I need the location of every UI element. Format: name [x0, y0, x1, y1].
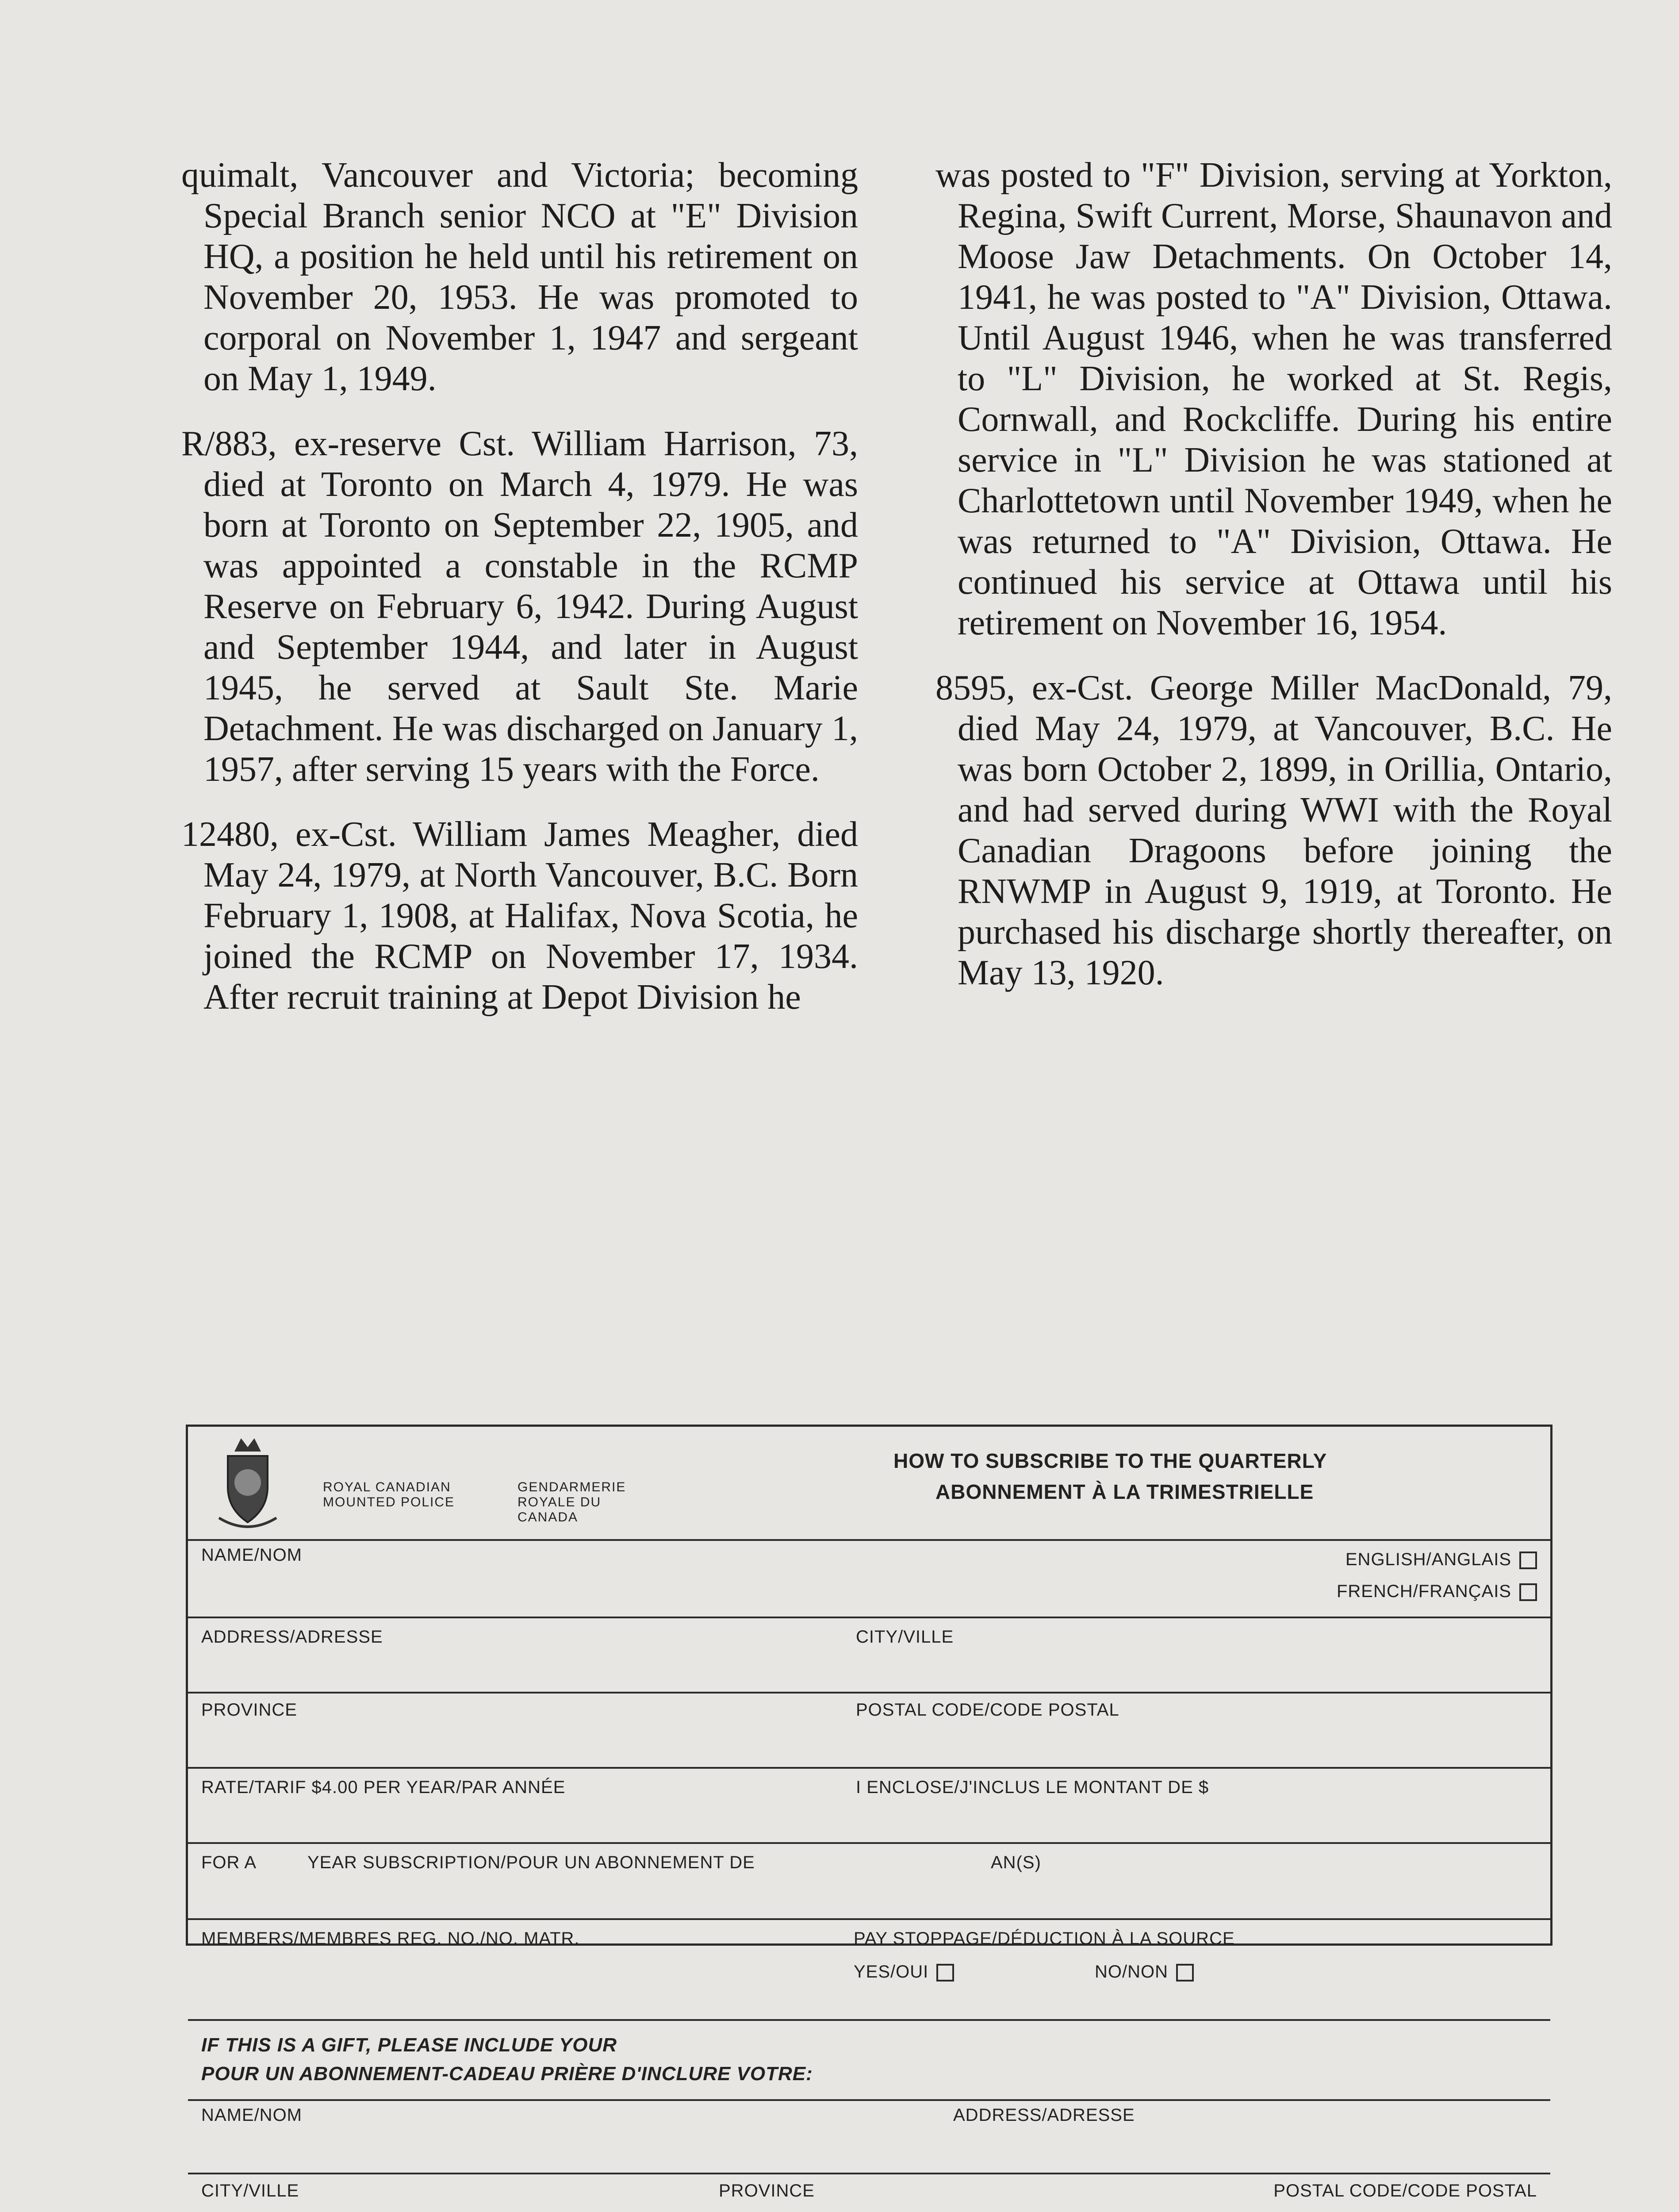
- gift-note-fr: POUR UN ABONNEMENT-CADEAU PRIÈRE D'INCLURE VOTRE:: [201, 2063, 813, 2085]
- no-checkbox[interactable]: [1176, 1964, 1194, 1982]
- yes-label: YES/OUI: [854, 1962, 929, 1982]
- french-label: FRENCH/FRANÇAIS: [1336, 1582, 1511, 1601]
- province-row: [188, 1694, 1550, 1769]
- gift-postal-label: POSTAL CODE/CODE POSTAL: [1273, 2181, 1537, 2200]
- english-checkbox[interactable]: [1519, 1551, 1537, 1569]
- city-label: CITY/VILLE: [856, 1627, 954, 1647]
- gift-note-en: IF THIS IS A GIFT, PLEASE INCLUDE YOUR: [201, 2034, 617, 2056]
- no-label: NO/NON: [1095, 1962, 1168, 1982]
- gift-name-row: [188, 2099, 1550, 2174]
- french-option[interactable]: [1337, 1582, 1537, 1601]
- address-row: [188, 1618, 1550, 1694]
- postal-code-label: POSTAL CODE/CODE POSTAL: [856, 1700, 1119, 1720]
- right-column: [935, 155, 1612, 1018]
- year-subscription-label: YEAR SUBSCRIPTION/POUR UN ABONNEMENT DE: [307, 1853, 755, 1872]
- yes-checkbox[interactable]: [936, 1964, 954, 1982]
- english-option[interactable]: [1346, 1550, 1537, 1570]
- yes-option[interactable]: [854, 1962, 954, 1982]
- org-name-fr: GENDARMERIE ROYALE DU CANADA: [518, 1480, 626, 1525]
- form-header: [188, 1427, 1550, 1541]
- years-label: AN(S): [991, 1853, 1041, 1872]
- province-label: PROVINCE: [201, 1700, 297, 1720]
- members-row: [188, 1920, 1550, 2021]
- rcmp-crest-icon: [215, 1434, 281, 1531]
- english-label: ENGLISH/ANGLAIS: [1345, 1550, 1511, 1569]
- gift-city-label: CITY/VILLE: [201, 2181, 299, 2200]
- obituary-paragraph: 12480, ex-Cst. William James Meagher, died May 24, 1979, at North Vancouver, B.C. Born February 1, 1908, at Halifax, Nova Scotia, he joined the RCMP on November 17, 1934. After recruit training at Depot Division he: [181, 815, 858, 1017]
- rate-row: [188, 1769, 1550, 1844]
- gift-note: [188, 2021, 1550, 2099]
- no-option[interactable]: [1095, 1962, 1194, 1982]
- gift-city-row: [188, 2174, 1550, 2212]
- rate-label: RATE/TARIF $4.00 PER YEAR/PAR ANNÉE: [201, 1778, 566, 1797]
- obituary-paragraph: quimalt, Vancouver and Victoria; becoming Special Branch senior NCO at "E" Division HQ, a position he held until his retirement on November 20, 1953. He was promoted to corporal on November 1, 1947 and sergeant on May 1, 1949.: [181, 156, 858, 398]
- pay-stoppage-label: PAY STOPPAGE/DÉDUCTION À LA SOURCE: [854, 1929, 1235, 1948]
- org-name-en: ROYAL CANADIAN MOUNTED POLICE: [323, 1480, 455, 1509]
- form-heading-en: HOW TO SUBSCRIBE TO THE QUARTERLY: [893, 1449, 1327, 1472]
- form-heading-fr: ABONNEMENT À LA TRIMESTRIELLE: [935, 1480, 1314, 1503]
- name-label: NAME/NOM: [201, 1545, 302, 1565]
- gift-name-label: NAME/NOM: [201, 2105, 302, 2125]
- french-checkbox[interactable]: [1519, 1583, 1537, 1601]
- address-label: ADDRESS/ADRESSE: [201, 1627, 383, 1647]
- subscription-term-row: [188, 1844, 1550, 1920]
- obituary-paragraph: R/883, ex-reserve Cst. William Harrison, 73, died at Toronto on March 4, 1979. He was born at Toronto on September 22, 1905, and was appointed a constable in the RCMP Reserve on February 6, 1942. During August and September 1944, and later in August 1945, he served at Sault Ste. Marie Detachment. He was discharged on January 1, 1957, after serving 15 years with the Force.: [181, 424, 858, 789]
- left-column: [181, 155, 858, 1042]
- for-a-label: FOR A: [201, 1853, 257, 1872]
- obituary-paragraph: was posted to "F" Division, serving at Yorkton, Regina, Swift Current, Morse, Shaunavon and Moose Jaw Detachments. On October 14, 1941, he was posted to "A" Division, Ottawa. Until August 1946, when he was transferred to "L" Division, he worked at St. Regis, Cornwall, and Rockcliffe. During his entire service in "L" Division he was stationed at Charlottetown until November 1949, when he was returned to "A" Division, Ottawa. He continued his service at Ottawa until his retirement on November 16, 1954.: [935, 156, 1612, 642]
- gift-address-label: ADDRESS/ADRESSE: [953, 2105, 1135, 2125]
- obituary-paragraph: 8595, ex-Cst. George Miller MacDonald, 79, died May 24, 1979, at Vancouver, B.C. He was born October 2, 1899, in Orillia, Ontario, and had served during WWI with the Royal Canadian Dragoons before joining the RNWMP in August 9, 1919, at Toronto. He purchased his discharge shortly thereafter, on May 13, 1920.: [935, 668, 1612, 992]
- enclose-label: I ENCLOSE/J'INCLUS LE MONTANT DE $: [856, 1778, 1209, 1797]
- members-label: MEMBERS/MEMBRES REG. NO./NO. MATR.: [201, 1929, 580, 1948]
- gift-province-label: PROVINCE: [719, 2181, 815, 2200]
- subscription-form: [186, 1425, 1552, 2200]
- name-row: [188, 1541, 1550, 1618]
